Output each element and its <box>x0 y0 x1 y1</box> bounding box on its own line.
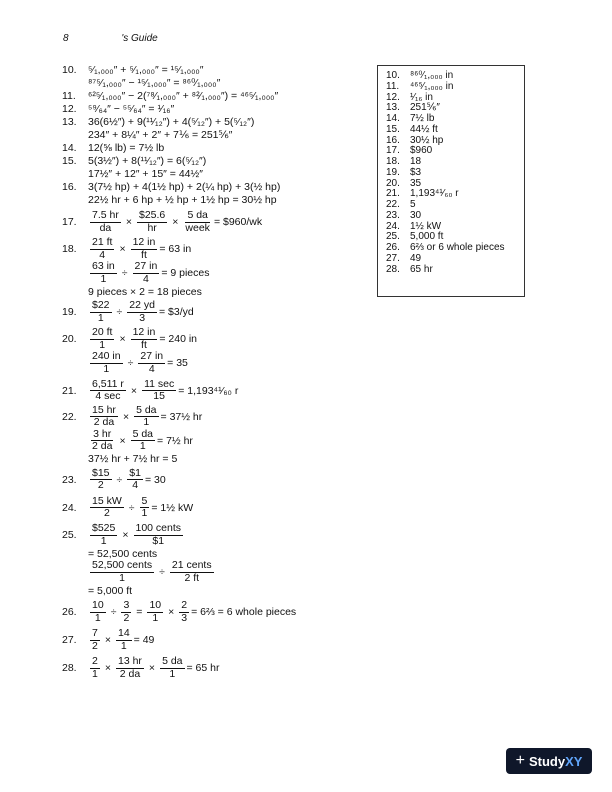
fraction: $\frac{7}{2}$ <box>92 627 98 652</box>
fraction: $\frac{\text{21 cents}}{2 ft}$ <box>171 559 212 584</box>
fraction: $\frac{\text{100 cents}}{\$1}$ <box>135 522 182 547</box>
solution-20: 20. $\frac{20 ft}{1}$ × $\frac{12 in}{ft}$ = 240 in <box>62 326 198 351</box>
answer-text: 18 <box>410 156 422 167</box>
result: = 30 <box>144 473 166 486</box>
solution-10: 10. ⁵⁄₁,₀₀₀″ + ⁵⁄₁,₀₀₀″ = ¹⁵⁄₁,₀₀₀″ <box>62 64 204 77</box>
solution-28: 28. $\frac{2}{1}$ × $\frac{13 hr}{2 da}$ × $\frac{5 da}{1}$ = 65 hr <box>62 655 220 680</box>
fraction: $\frac{\$25.6}{hr}$ <box>139 209 166 234</box>
answer-text: ⁸⁶⁰⁄₁,₀₀₀ in <box>410 70 454 81</box>
answer-text: $3 <box>410 166 422 178</box>
result: = $960/wk <box>213 216 263 229</box>
answer-number: 22. <box>386 199 400 210</box>
answer-item <box>386 136 524 147</box>
page-number: 8 <box>63 33 69 44</box>
solution-14: 14. 12(⅝ lb) = 7½ lb <box>62 142 165 155</box>
fraction: $\frac{5 da}{1}$ <box>136 403 157 429</box>
fraction: $\frac{15 kW}{2}$ <box>92 494 122 520</box>
fraction: $\frac{12 in}{ft}$ <box>132 326 156 351</box>
answer-box <box>377 65 525 297</box>
plus-icon: + <box>515 752 525 769</box>
answer-number: 19. <box>386 166 400 178</box>
fraction: $\frac{2}{1}$ <box>92 655 98 680</box>
solution-19: 19. $\frac{\$22}{1}$ ÷ $\frac{22 yd}{3}$ = $3/yd <box>62 299 194 324</box>
result: = 49 <box>133 634 155 647</box>
answer-number: 17. <box>386 145 400 157</box>
fraction: $\frac{10}{1}$ <box>149 599 162 624</box>
answer-item <box>386 200 524 211</box>
solution-22: 22. $\frac{15 hr}{2 da}$ × $\frac{5 da}{1}$ = 37½ hr <box>62 403 203 429</box>
fraction: $\frac{240 in}{1}$ <box>92 350 121 376</box>
solution-16: 16. 3(7½ hp) + 4(1½ hp) + 2(¼ hp) + 3(½ hp) <box>62 181 281 194</box>
fraction: $\frac{22 yd}{3}$ <box>129 299 155 324</box>
answer-item <box>386 254 524 265</box>
fraction: $\frac{2}{3}$ <box>181 599 188 624</box>
guide-title: 's Guide <box>121 33 158 44</box>
answer-number: 18. <box>386 156 400 167</box>
answer-item <box>386 103 524 114</box>
page-header <box>63 33 158 44</box>
solution-24: 24. $\frac{15 kW}{2}$ ÷ $\frac{5}{1}$ = 1½ kW <box>62 494 194 520</box>
answer-item <box>386 211 524 222</box>
solution-12: 12. ⁵⁹⁄₆₄″ − ⁵⁵⁄₆₄″ = ¹⁄₁₆″ <box>62 103 175 116</box>
answer-text: 49 <box>410 252 422 264</box>
fraction: $\frac{3}{2}$ <box>123 599 130 624</box>
result: = 9 pieces <box>161 267 210 280</box>
answer-item <box>386 265 524 276</box>
answer-item <box>386 189 524 200</box>
answer-item <box>386 82 524 93</box>
answer-text: ⁴⁶⁵⁄₁,₀₀₀ in <box>410 80 454 92</box>
answer-number: 15. <box>386 123 400 135</box>
answer-item <box>386 243 524 254</box>
answer-number: 27. <box>386 252 400 264</box>
result: = $3/yd <box>158 306 194 319</box>
fraction: $\frac{14}{1}$ <box>117 627 130 652</box>
fraction: $\frac{\$15}{2}$ <box>92 466 110 492</box>
solution-26: 26. $\frac{10}{1}$ ÷ $\frac{3}{2}$ = $\frac{10}{1}$ × $\frac{2}{3}$ = 6⅔ = 6 whole pieces <box>62 599 297 624</box>
answer-text: 35 <box>410 177 422 189</box>
fraction: $\frac{20 ft}{1}$ <box>92 326 113 351</box>
answer-text: 251⅚″ <box>410 102 440 114</box>
solution-20-line2: $\frac{240 in}{1}$ ÷ $\frac{27 in}{4}$ = 35 <box>92 350 188 376</box>
answer-item <box>386 157 524 168</box>
answer-number: 28. <box>386 263 400 275</box>
answer-text: 65 hr <box>410 263 433 275</box>
answer-text: 5 <box>410 199 416 210</box>
answer-text: 7½ lb <box>410 113 435 124</box>
result: = 35 <box>167 357 188 370</box>
solution-22-line3: 37½ hr + 7½ hr = 5 <box>88 453 178 466</box>
fraction: $\frac{3 hr}{2 da}$ <box>92 427 113 453</box>
result: = 1½ kW <box>151 501 194 514</box>
solution-10-line2: ⁸⁷⁵⁄₁,₀₀₀″ − ¹⁵⁄₁,₀₀₀″ = ⁸⁶⁰⁄₁,₀₀₀″ <box>88 77 221 90</box>
solution-25-line3: $\frac{\text{52,500 cents}}{1}$ ÷ $\frac{\text{21 cents}}{2 ft}$ <box>92 559 212 584</box>
result: = 37½ hr <box>160 410 203 423</box>
answer-number: 24. <box>386 220 400 232</box>
solution-11: 11. ⁶²⁵⁄₁,₀₀₀″ − 2(⁷⁸⁄₁,₀₀₀″ + ⁸²⁄₁,₀₀₀″) = ⁴⁶⁵⁄₁,₀₀₀″ <box>62 90 279 103</box>
answer-item <box>386 125 524 136</box>
result: = 1,193⁴¹⁄₆₀ r <box>178 384 239 397</box>
fraction: $\frac{27 in}{4}$ <box>140 350 164 376</box>
answer-text: 30½ hp <box>410 134 444 146</box>
answer-text: 44½ ft <box>410 123 438 135</box>
answer-item <box>386 71 524 82</box>
solution-18-line2: $\frac{63 in}{1}$ ÷ $\frac{27 in}{4}$ = 9 pieces <box>92 260 210 285</box>
fraction: $\frac{21 ft}{4}$ <box>92 236 113 261</box>
solution-27: 27. $\frac{7}{2}$ × $\frac{14}{1}$ = 49 <box>62 627 155 652</box>
worked-solutions <box>62 64 362 681</box>
solution-13: 13. 36(6½″) + 9(¹¹⁄₁₂″) + 4(⁵⁄₁₂″) + 5(⁵⁄₁₂″) <box>62 116 255 129</box>
answer-text: ¹⁄₁₆ in <box>410 91 433 103</box>
solution-17: 17. $\frac{7.5 hr}{da}$ × $\frac{\$25.6}{hr}$ × $\frac{5 da}{\text{week}}$ = $960/wk <box>62 209 263 234</box>
solution-21: 21. $\frac{6,511 r}{4 \sec}$ × $\frac{11 \sec}{15}$ = 1,193⁴¹⁄₆₀ r <box>62 377 239 403</box>
solution-18-line3: 9 pieces × 2 = 18 pieces <box>88 285 202 298</box>
answer-number: 25. <box>386 231 400 243</box>
answer-number: 26. <box>386 242 400 253</box>
fraction: $\frac{\$1}{4}$ <box>129 466 141 492</box>
answer-item <box>386 146 524 157</box>
solution-25: 25. $\frac{\$525}{1}$ × $\frac{\text{100 cents}}{\$1}$ <box>62 522 182 547</box>
answer-item <box>386 114 524 125</box>
fraction: $\frac{13 hr}{2 da}$ <box>117 655 142 680</box>
answer-text: 5,000 ft <box>410 231 444 243</box>
answer-number: 10. <box>386 70 400 81</box>
answer-number: 12. <box>386 91 400 103</box>
result: = 6⅔ = 6 whole pieces <box>191 606 297 619</box>
fraction: $\frac{5}{1}$ <box>141 494 148 520</box>
fraction: $\frac{5 da}{\text{week}}$ <box>185 209 210 234</box>
fraction: $\frac{12 in}{ft}$ <box>132 236 156 261</box>
fraction: $\frac{7.5 hr}{da}$ <box>92 209 119 234</box>
answer-text: 6⅔ or 6 whole pieces <box>410 242 505 253</box>
answer-number: 11. <box>386 80 400 92</box>
result: = 7½ hr <box>157 434 193 447</box>
answer-number: 14. <box>386 113 400 124</box>
fraction: $\frac{\text{52,500 cents}}{1}$ <box>92 559 153 584</box>
result: = 65 hr <box>186 662 220 675</box>
fraction: $\frac{\$22}{1}$ <box>92 299 110 324</box>
fraction: $\frac{5 da}{1}$ <box>132 427 154 453</box>
result: = 240 in <box>159 333 198 346</box>
solution-23: 23. $\frac{\$15}{2}$ ÷ $\frac{\$1}{4}$ = 30 <box>62 466 166 492</box>
fraction: $\frac{10}{1}$ <box>92 599 104 624</box>
fraction: $\frac{27 in}{4}$ <box>134 260 158 285</box>
answer-item <box>386 168 524 179</box>
solution-13-line2: 234″ + 8¼″ + 2″ + 7⅙ = 251⅚″ <box>88 129 233 142</box>
answer-number: 13. <box>386 102 400 114</box>
answer-text: 1½ kW <box>410 220 442 232</box>
answer-number: 21. <box>386 188 400 200</box>
fraction: $\frac{11 \sec}{15}$ <box>144 377 175 403</box>
answer-item <box>386 222 524 233</box>
result: = 63 in <box>159 243 192 256</box>
fraction: $\frac{15 hr}{2 da}$ <box>92 403 116 429</box>
solution-15: 15. 5(3½″) + 8(¹¹⁄₁₂″) = 6(⁵⁄₁₂″) <box>62 155 207 168</box>
answer-number: 23. <box>386 209 400 221</box>
solution-16-line2: 22½ hr + 6 hp + ½ hp + 1½ hp = 30½ hp <box>88 194 277 207</box>
studyxy-logo[interactable]: + Study XY <box>506 748 592 774</box>
fraction: $\frac{\$525}{1}$ <box>92 522 116 547</box>
fraction: $\frac{5 da}{1}$ <box>162 655 183 680</box>
answer-text: 1,193⁴¹⁄₆₀ r <box>410 188 459 200</box>
answer-item <box>386 93 524 104</box>
solution-25-line4: = 5,000 ft <box>88 584 133 597</box>
answer-text: $960 <box>410 145 433 157</box>
solution-18: 18. $\frac{21 ft}{4}$ × $\frac{12 in}{ft}$ = 63 in <box>62 236 192 261</box>
answer-text: 30 <box>410 209 422 221</box>
answer-number: 20. <box>386 177 400 189</box>
solution-25-line2: = 52,500 cents <box>88 547 158 560</box>
answer-number: 16. <box>386 134 400 146</box>
fraction: $\frac{6,511 r}{4 \sec}$ <box>92 377 124 403</box>
solution-22-line2: $\frac{3 hr}{2 da}$ × $\frac{5 da}{1}$ = 7½ hr <box>92 427 193 453</box>
solution-15-line2: 17½″ + 12″ + 15″ = 44½″ <box>88 168 203 181</box>
fraction: $\frac{63 in}{1}$ <box>92 260 115 285</box>
